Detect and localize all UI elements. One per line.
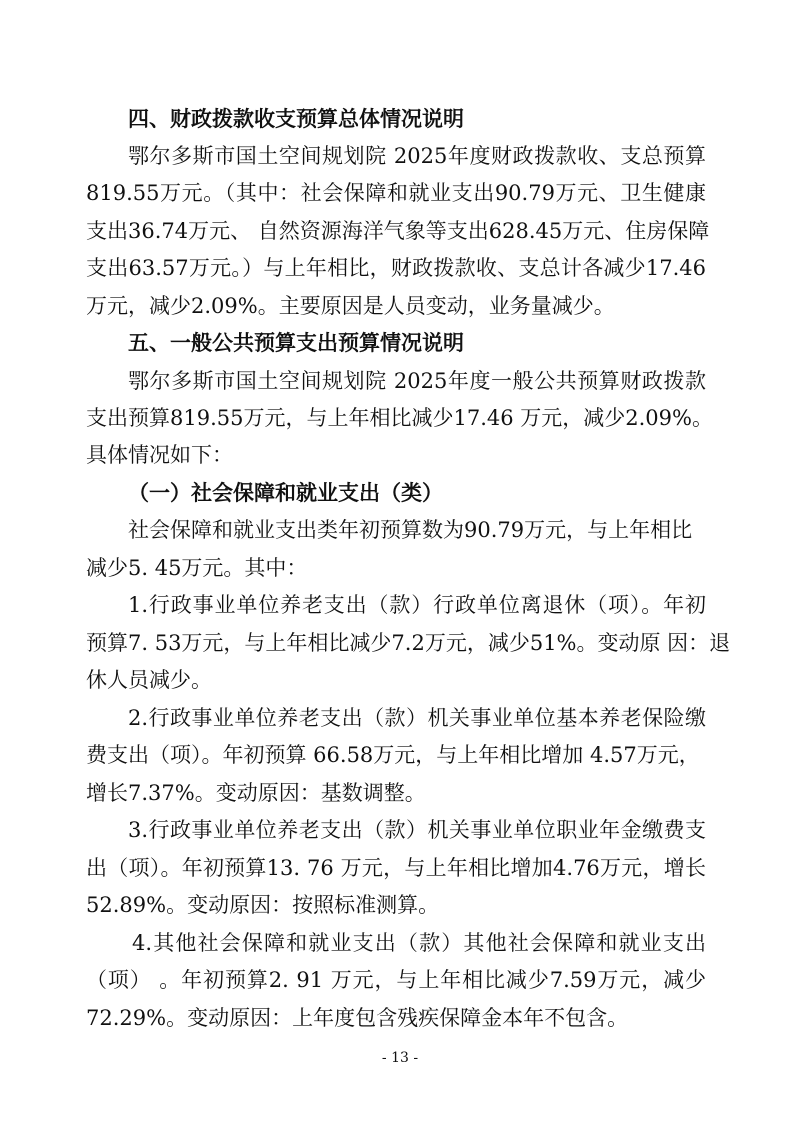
- paragraph-line: 4.其他社会保障和就业支出（款）其他社会保障和就业支出: [132, 931, 706, 955]
- paragraph-line: 52.89%。变动原因：按照标准测算。: [86, 893, 440, 917]
- paragraph-line: 万元，减少2.09%。主要原因是人员变动，业务量减少。: [86, 294, 615, 318]
- paragraph-line: 社会保障和就业支出类年初预算数为90.79万元，与上年相比: [128, 518, 693, 542]
- paragraph-line: 具体情况如下：: [86, 443, 233, 467]
- heading-section-4: 四、财政拨款收支预算总体情况说明: [128, 107, 464, 131]
- paragraph-line: 预算7. 53万元，与上年相比减少7.2万元，减少51%。变动原 因：退: [86, 631, 731, 655]
- subheading-social-security: （一）社会保障和就业支出（类）: [128, 481, 443, 505]
- paragraph-line: 支出63.57万元。）与上年相比，财政拨款收、支总计各减少17.46: [86, 256, 706, 280]
- paragraph-line: 819.55万元。（其中：社会保障和就业支出90.79万元、卫生健康: [86, 181, 706, 205]
- page-number: - 13 -: [381, 1050, 419, 1066]
- paragraph-line: 鄂尔多斯市国土空间规划院 2025年度一般公共预算财政拨款: [128, 369, 706, 393]
- paragraph-line: 出（项）。年初预算13. 76 万元，与上年相比增加4.76万元，增长: [86, 856, 706, 880]
- paragraph-line: 3.行政事业单位养老支出（款）机关事业单位职业年金缴费支: [128, 818, 706, 842]
- paragraph-line: 费支出（项）。年初预算 66.58万元，与上年相比增加 4.57万元，: [86, 743, 700, 767]
- paragraph-line: 72.29%。变动原因：上年度包含残疾保障金本年不包含。: [86, 1006, 629, 1030]
- paragraph-line: 鄂尔多斯市国土空间规划院 2025年度财政拨款收、支总预算: [128, 144, 706, 168]
- heading-section-5: 五、一般公共预算支出预算情况说明: [128, 331, 464, 355]
- paragraph-line: 支出预算819.55万元，与上年相比减少17.46 万元，减少2.09%。: [86, 406, 713, 430]
- paragraph-line: （项） 。年初预算2. 91 万元，与上年相比减少7.59万元，减少: [86, 968, 706, 992]
- paragraph-line: 支出36.74万元、 自然资源海洋气象等支出628.45万元、住房保障: [86, 219, 710, 243]
- paragraph-line: 2.行政事业单位养老支出（款）机关事业单位基本养老保险缴: [128, 706, 706, 730]
- paragraph-line: 减少5. 45万元。其中：: [86, 556, 308, 580]
- paragraph-line: 1.行政事业单位养老支出（款）行政单位离退休（项）。年初: [128, 593, 706, 617]
- paragraph-line: 增长7.37%。变动原因：基数调整。: [86, 781, 426, 805]
- paragraph-line: 休人员减少。: [86, 668, 212, 692]
